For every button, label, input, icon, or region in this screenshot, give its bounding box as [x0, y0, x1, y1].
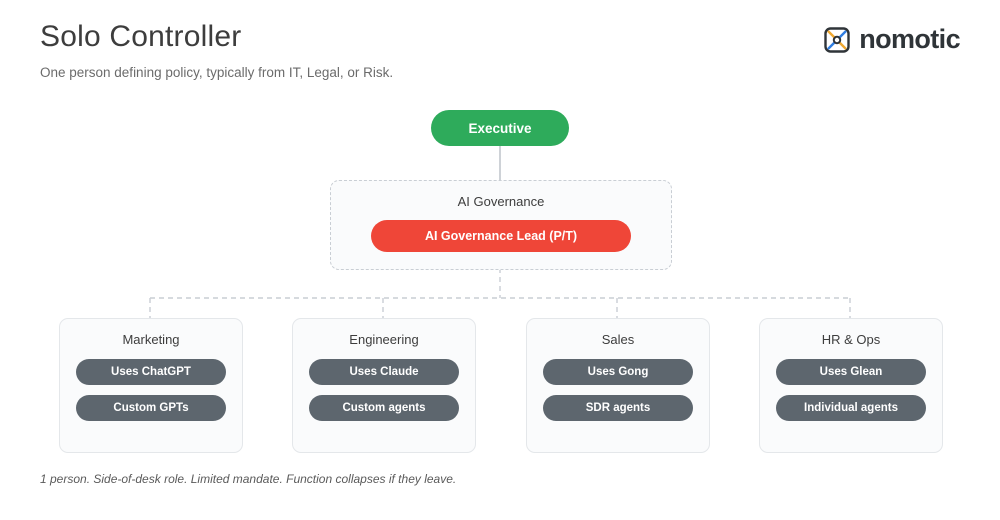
department-item[interactable] — [76, 395, 226, 421]
group-department-sales — [526, 318, 710, 453]
node-executive[interactable] — [431, 110, 569, 146]
node-ai-governance-lead-label: AI Governance Lead (P/T) — [424, 229, 578, 243]
department-title: HR & Ops — [821, 332, 881, 347]
department-item[interactable] — [543, 395, 693, 421]
department-title: Engineering — [349, 332, 419, 347]
group-department-engineering — [292, 318, 476, 453]
department-item[interactable] — [76, 359, 226, 385]
page-title: Solo Controller — [40, 20, 242, 53]
group-department-marketing — [59, 318, 243, 453]
group-ai-governance-title: AI Governance — [457, 194, 545, 209]
node-executive-label: Executive — [468, 120, 532, 136]
department-title: Sales — [601, 332, 635, 347]
footnote: 1 person. Side-of-desk role. Limited mandate. Function collapses if they leave. — [40, 472, 457, 486]
department-item-label: Individual agents — [804, 402, 898, 414]
department-item[interactable] — [543, 359, 693, 385]
department-item-label: Uses Glean — [819, 366, 883, 378]
department-title: Marketing — [122, 332, 180, 347]
department-item-label: Uses Gong — [587, 366, 649, 378]
department-item[interactable] — [309, 359, 459, 385]
group-department-hr-ops — [759, 318, 943, 453]
department-item-label: Custom GPTs — [113, 402, 189, 414]
department-item[interactable] — [309, 395, 459, 421]
group-ai-governance — [330, 180, 672, 270]
department-item-label: Uses ChatGPT — [111, 366, 191, 378]
page-subtitle: One person defining policy, typically from IT, Legal, or Risk. — [40, 65, 394, 80]
department-item-label: Uses Claude — [349, 366, 419, 378]
department-item[interactable] — [776, 395, 926, 421]
department-item[interactable] — [776, 359, 926, 385]
node-ai-governance-lead[interactable] — [371, 220, 631, 252]
department-item-label: SDR agents — [585, 402, 651, 414]
department-item-label: Custom agents — [342, 402, 426, 414]
brand-name: nomotic — [859, 24, 960, 54]
